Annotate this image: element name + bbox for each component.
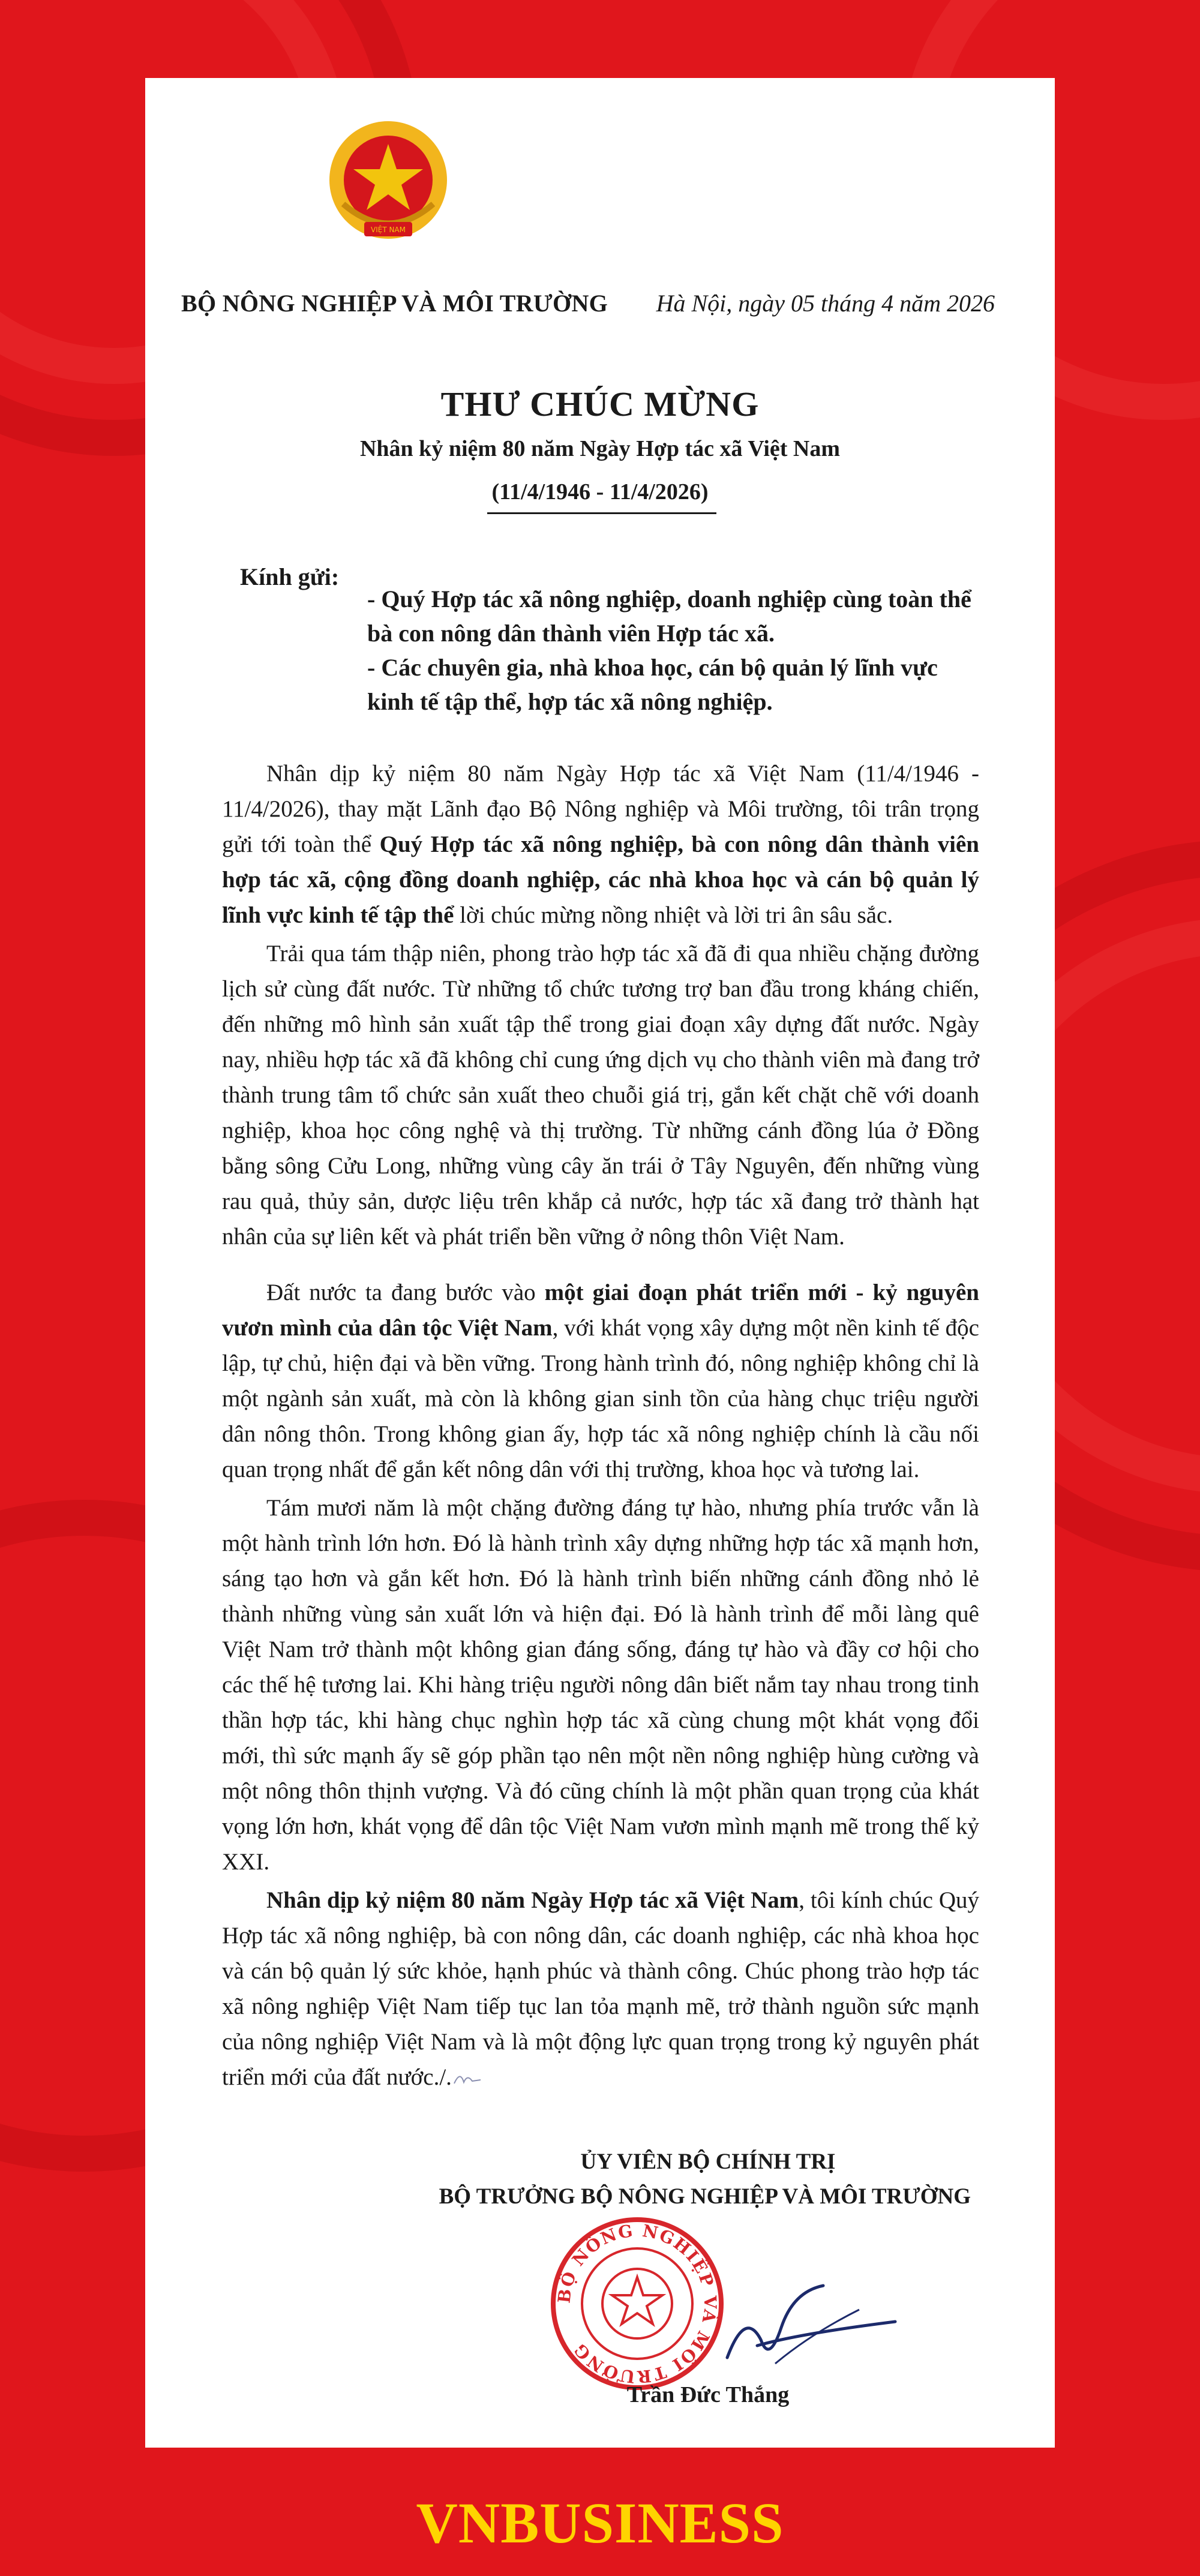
svg-text:BỘ NÔNG NGHIỆP VÀ MÔI TRƯỜNG: BỘ NÔNG NGHIỆP VÀ MÔI TRƯỜNG	[554, 2220, 721, 2387]
recipient-item: - Các chuyên gia, nhà khoa học, cán bộ quản lý lĩnh vực kinh tế tập thể, hợp tác xã nông nghiệp.	[367, 654, 938, 715]
letter-body	[222, 756, 979, 2098]
handwritten-signature-icon	[703, 2274, 901, 2376]
paragraph-3: Đất nước ta đang bước vào một giai đoạn phát triển mới - kỷ nguyên vươn mình của dân tộc Việt Nam, với khát vọng xây dựng một nền kinh tế độc lập, tự chủ, hiện đại và bền vững. Trong hành trình đó, nông nghiệp không chỉ là một ngành sản xuất, mà còn là không gian sinh tồn của hàng chục triệu người dân nông thôn. Trong không gian ấy, hợp tác xã nông nghiệp chính là cầu nối quan trọng nhất để gắn kết nông dân với thị trường, khoa học và tương lai.	[222, 1280, 979, 1482]
brand-logo: VNBUSINESS	[416, 2491, 784, 2555]
paragraph-2: Trải qua tám thập niên, phong trào hợp tác xã đã đi qua nhiều chặng đường lịch sử cùng đất nước. Từ những tổ chức tương trợ ban đầu trong kháng chiến, đến những mô hình sản xuất tập thể trong giai đoạn xây dựng đất nước. Ngày nay, nhiều hợp tác xã đã không chỉ cung ứng dịch vụ cho thành viên mà đang trở thành trung tâm tổ chức sản xuất theo chuỗi giá trị, gắn kết chặt chẽ với doanh nghiệp, khoa học công nghệ và thị trường. Từ những cánh đồng lúa ở Đồng bằng sông Cửu Long, những vùng cây ăn trái ở Tây Nguyên, đến những vùng rau quả, thủy sản, dược liệu trên khắp cả nước, hợp tác xã đang trở thành hạt nhân của sự liên kết và phát triển bền vững ở nông thôn Việt Nam.	[222, 941, 979, 1250]
recipient-item: - Quý Hợp tác xã nông nghiệp, doanh nghiệp cùng toàn thể bà con nông dân thành viên Hợp tác xã.	[367, 586, 971, 647]
svg-text:VIỆT NAM: VIỆT NAM	[370, 226, 406, 234]
letter-subtitle: Nhân kỷ niệm 80 năm Ngày Hợp tác xã Việt Nam	[359, 436, 841, 461]
initials-signature-icon	[452, 2069, 483, 2087]
place-and-date: Hà Nội, ngày 05 tháng 4 năm 2026	[656, 290, 995, 317]
letter-title: THƯ CHÚC MỪNG	[440, 385, 760, 424]
paragraph-1: Nhân dịp kỷ niệm 80 năm Ngày Hợp tác xã Việt Nam (11/4/1946 - 11/4/2026), thay mặt Lãnh đạo Bộ Nông nghiệp và Môi trường, tôi trân trọng gửi tới toàn thể Quý Hợp tác xã nông nghiệp, bà con nông dân thành viên hợp tác xã, cộng đồng doanh nghiệp, các nhà khoa học và cán bộ quản lý lĩnh vực kinh tế tập thể lời chúc mừng nồng nhiệt và lời tri ân sâu sắc.	[222, 761, 979, 928]
recipients-list	[367, 582, 985, 719]
signer-name: Trần Đức Thắng	[626, 2382, 790, 2407]
signer-title-minister: BỘ TRƯỞNG BỘ NÔNG NGHIỆP VÀ MÔI TRƯỜNG	[439, 2184, 971, 2209]
divider	[487, 512, 716, 514]
paragraph-5: Nhân dịp kỷ niệm 80 năm Ngày Hợp tác xã Việt Nam, tôi kính chúc Quý Hợp tác xã nông nghiệp, bà con nông dân, các doanh nghiệp, các nhà khoa học và cán bộ quản lý sức khỏe, hạnh phúc và thành công. Chúc phong trào hợp tác xã nông nghiệp Việt Nam tiếp tục lan tỏa mạnh mẽ, trở thành nguồn sức mạnh của nông nghiệp Việt Nam và là một động lực quan trọng trong kỷ nguyên phát triển mới của đất nước./.	[222, 1887, 979, 2090]
national-emblem-icon	[319, 114, 457, 252]
issuing-organization: BỘ NÔNG NGHIỆP VÀ MÔI TRƯỜNG	[181, 290, 608, 317]
salutation-label: Kính gửi:	[240, 563, 340, 590]
paragraph-4: Tám mươi năm là một chặng đường đáng tự hào, nhưng phía trước vẫn là một hành trình lớn hơn. Đó là hành trình xây dựng những hợp tác xã mạnh hơn, sáng tạo hơn và gắn kết hơn. Đó là hành trình biến những cánh đồng nhỏ lẻ thành những vùng sản xuất lớn và hiện đại. Đó là hành trình để mỗi làng quê Việt Nam trở thành một không gian đáng sống, đáng tự hào và đầy cơ hội cho các thế hệ tương lai. Khi hàng triệu người nông dân biết nắm tay nhau trong tinh thần hợp tác, khi hàng chục nghìn hợp tác xã cùng chung một khát vọng đổi mới, thì sức mạnh ấy sẽ góp phần tạo nên một nền nông nghiệp hùng cường và một nông thôn thịnh vượng. Và đó cũng chính là một phần quan trọng của khát vọng lớn hơn, khát vọng để dân tộc Việt Nam vươn mình mạnh mẽ trong thế kỷ XXI.	[222, 1495, 979, 1875]
letter-subtitle-dates: (11/4/1946 - 11/4/2026)	[491, 479, 709, 505]
official-seal-icon	[547, 2214, 727, 2394]
letter-paper	[145, 78, 1055, 2448]
signer-title-politburo: ỦY VIÊN BỘ CHÍNH TRỊ	[580, 2149, 836, 2174]
